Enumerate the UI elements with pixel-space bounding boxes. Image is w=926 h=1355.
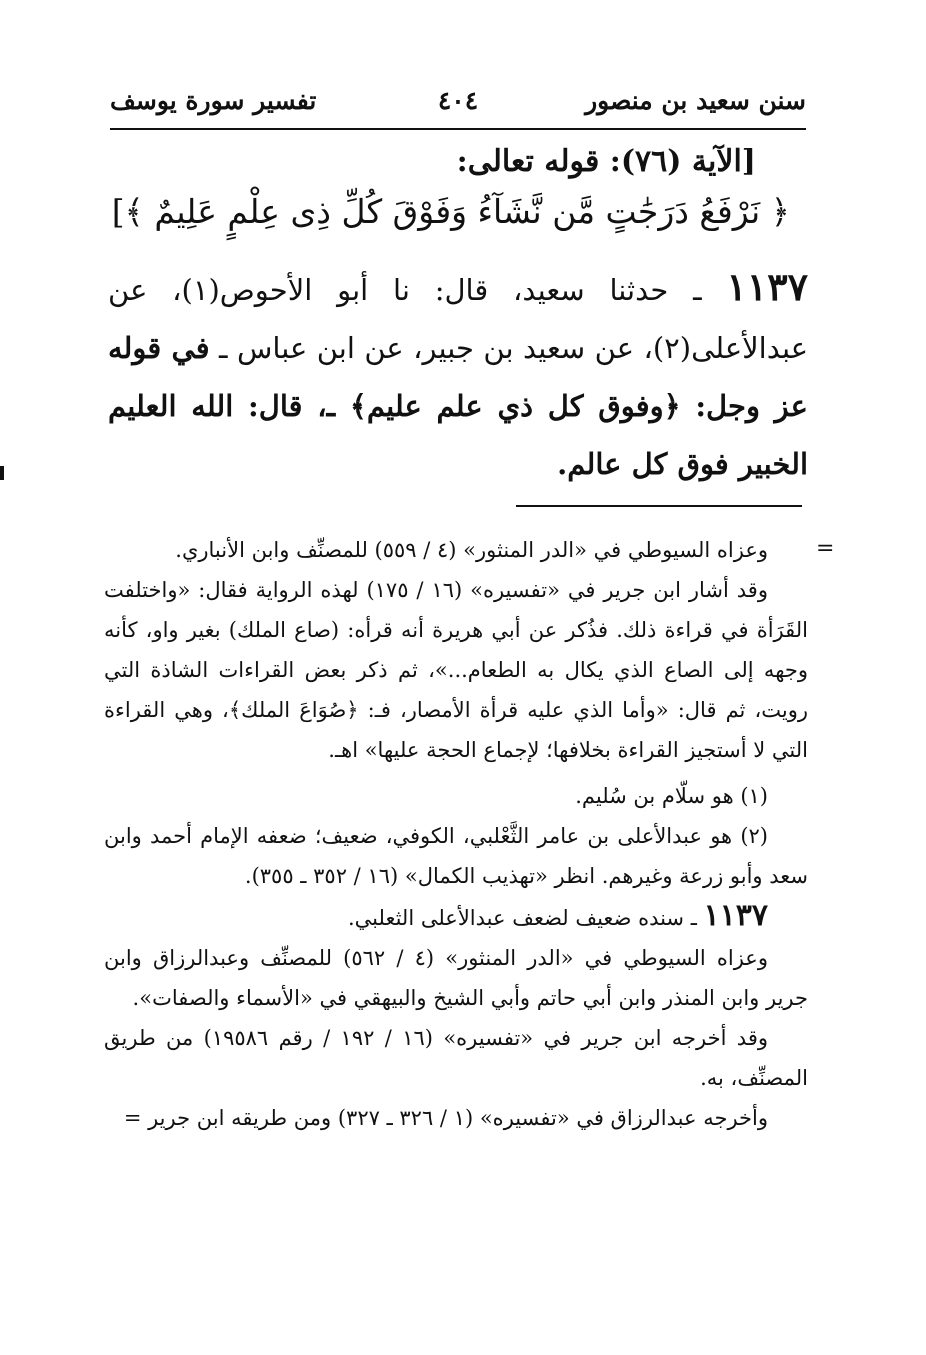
takhrij-grading: ـ سنده ضعيف لضعف عبدالأعلى الثعلبي. <box>348 906 697 930</box>
continuation-marker: = <box>816 536 835 561</box>
hadith-isnad: ـ حدثنا سعيد، قال: نا أبو الأحوص(١)، عن عبدالأعلى(٢)، عن سعيد بن جبير، عن ابن عباس ـ <box>108 273 809 365</box>
footnote-1: (١) هو سلّام بن سُليم. <box>575 784 768 808</box>
takhrij-paragraph-2: وقد أخرجه ابن جرير في «تفسيره» (١٦ / ١٩٢ / رقم ١٩٥٨٦) من طريق المصنِّف، به. <box>104 1026 808 1090</box>
takhrij-number: ١١٣٧ <box>703 898 768 933</box>
takhrij-paragraph-1: وعزاه السيوطي في «الدر المنثور» (٤ / ٥٦٢) للمصنِّف وعبدالرزاق وابن جرير وابن المنذر وابن أبي حاتم وأبي الشيخ والبيهقي في «الأسماء والصفات». <box>104 946 808 1010</box>
takhrij-heading <box>104 896 808 938</box>
footnotes <box>104 530 808 1138</box>
page-number: ٤٠٤ <box>437 86 479 115</box>
footnote-separator <box>516 505 802 507</box>
section-title: تفسير سورة يوسف <box>110 86 317 115</box>
hadith-number: ١١٣٧ <box>726 264 809 309</box>
footnote-2: (٢) هو عبدالأعلى بن عامر الثَّعْلبي، الكوفي، ضعيف؛ ضعفه الإمام أحمد وابن سعد وأبو زرعة وغيرهم. انظر «تهذيب الكمال» (١٦ / ٣٥٢ ـ ٣٥٥). <box>104 824 808 888</box>
hadith-text <box>108 258 808 493</box>
quran-verse: ﴿ نَرْفَعُ دَرَجَٰتٍ مَّن نَّشَآءُ وَفَوْقَ كُلِّ ذِى عِلْمٍ عَلِيمٌ ﴾] <box>111 192 790 231</box>
book-title: سنن سعيد بن منصور <box>585 86 806 115</box>
hadith-matn: في قوله عز وجل: ﴿وفوق كل ذي علم عليم﴾ ـ، قال: الله العليم الخبير فوق كل عالم. <box>108 331 808 481</box>
footnote-continuation-2: وقد أشار ابن جرير في «تفسيره» (١٦ / ١٧٥) لهذه الرواية فقال: «واختلفت القَرَأة في قراءة ذلك. فذُكر عن أبي هريرة أنه قرأه: (صاع الملك) بغير واو، كأنه وجهه إلى الصاع الذي يكال به الطعام...»، ثم ذكر بعض القراءات الشاذة التي رويت، ثم قال: «وأما الذي عليه قرأة الأمصار، فـ: ﴿صُوَاعَ الملك﴾، وهي القراءة التي لا أستجيز القراءة بخلافها؛ لإجماع الحجة عليها» اهـ. <box>104 578 808 762</box>
takhrij-paragraph-3: وأخرجه عبدالرزاق في «تفسيره» (١ / ٣٢٦ ـ ٣٢٧) ومن طريقه ابن جرير = <box>123 1106 768 1130</box>
margin-mark <box>0 466 4 480</box>
verse-heading: [الآية (٧٦): قوله تعالى: <box>456 144 756 179</box>
footnote-continuation-1: وعزاه السيوطي في «الدر المنثور» (٤ / ٥٥٩) للمصنِّف وابن الأنباري. <box>175 538 768 562</box>
running-header <box>110 84 806 130</box>
